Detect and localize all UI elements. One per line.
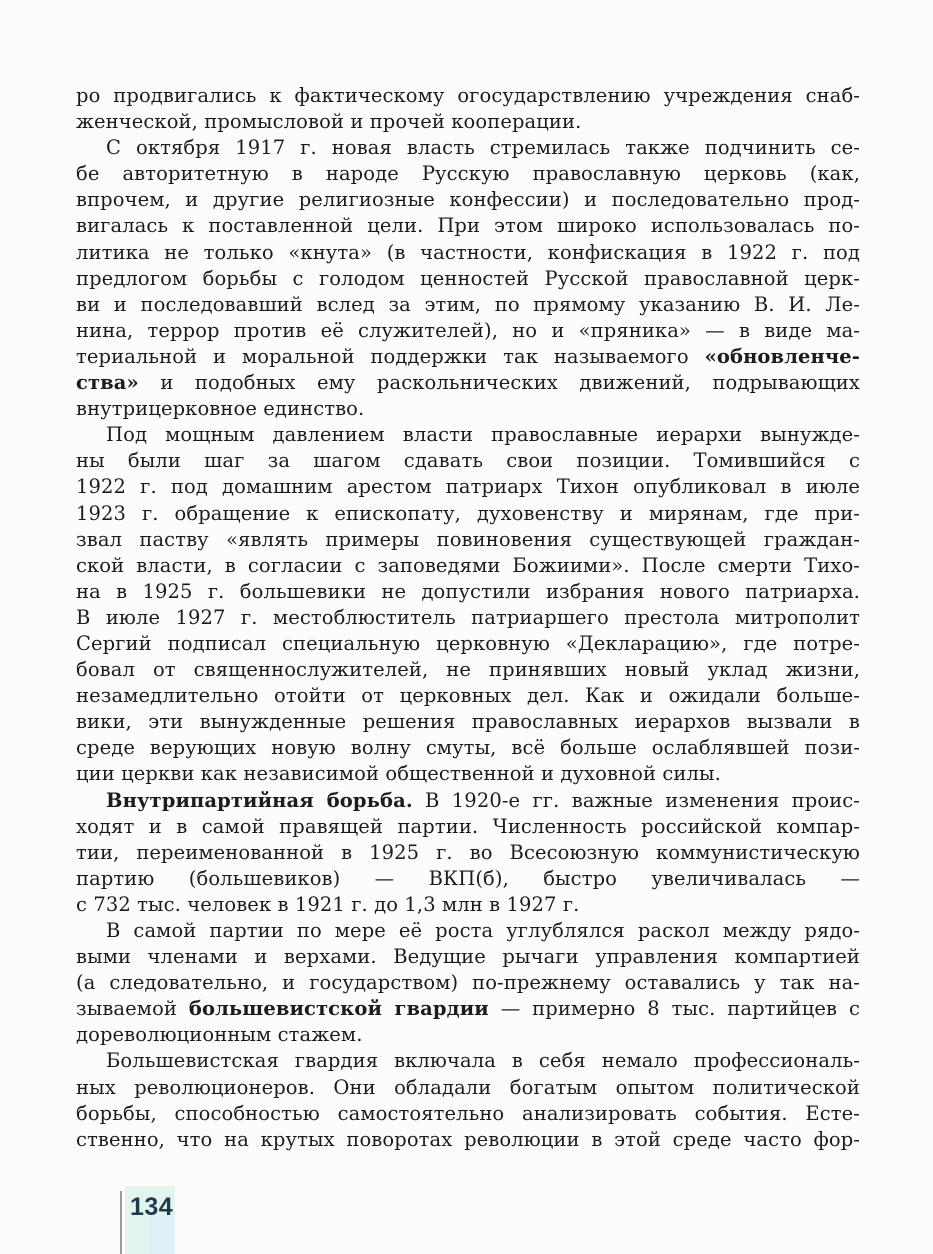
text-segment: на в 1925 г. большевики не допустили избрания нового патриарха. bbox=[76, 579, 860, 603]
text-line bbox=[76, 944, 860, 970]
text-line bbox=[76, 422, 860, 448]
text-segment: — примерно 8 тыс. партийцев с bbox=[488, 997, 860, 1021]
text-segment: звал паству «являть примеры повиновения существующей граждан- bbox=[76, 527, 860, 551]
text-segment: Под мощным давлением власти православные иерархи вынужде- bbox=[106, 423, 860, 447]
text-line bbox=[76, 788, 860, 814]
text-line bbox=[76, 735, 860, 761]
text-line bbox=[76, 1075, 860, 1101]
text-segment: ных революционеров. Они обладали богатым опытом политической bbox=[76, 1075, 860, 1099]
text-line bbox=[76, 709, 860, 735]
text-line bbox=[76, 657, 860, 683]
text-segment: ции церкви как независимой общественной и духовной силы. bbox=[76, 762, 721, 786]
text-segment: ской власти, в согласии с заповедями Божиими». После смерти Тихо- bbox=[76, 553, 860, 577]
text-line bbox=[76, 318, 860, 344]
text-line bbox=[76, 814, 860, 840]
text-segment: 1923 г. обращение к епископату, духовенству и мирянам, где при- bbox=[76, 501, 860, 525]
text-segment: ви и последовавший вслед за этим, по прямому указанию В. И. Ле- bbox=[76, 292, 860, 316]
text-segment: предлогом борьбы с голодом ценностей Русской православной церк- bbox=[76, 266, 860, 290]
text-line bbox=[76, 370, 860, 396]
text-line bbox=[76, 631, 860, 657]
text-segment: В июле 1927 г. местоблюститель патриаршего престола митрополит bbox=[76, 605, 860, 629]
page-number-box bbox=[125, 1186, 175, 1254]
text-segment: В 1920-е гг. важные изменения проис- bbox=[412, 788, 860, 812]
text-line bbox=[76, 448, 860, 474]
text-segment: вики, эти вынужденные решения православных иерархов вызвали в bbox=[76, 710, 860, 734]
text-line bbox=[76, 344, 860, 370]
text-line bbox=[76, 161, 860, 187]
text-line bbox=[76, 187, 860, 213]
text-segment: ственно, что на крутых поворотах революции в этой среде часто фор- bbox=[76, 1127, 860, 1151]
text-line bbox=[76, 1048, 860, 1074]
text-segment: бе авторитетную в народе Русскую православную церковь (как, bbox=[76, 162, 860, 186]
text-segment: (а следовательно, и государством) по-прежнему оставались у так на- bbox=[76, 971, 860, 995]
text-line bbox=[76, 683, 860, 709]
text-line bbox=[76, 761, 860, 787]
text-line bbox=[76, 1022, 860, 1048]
text-line bbox=[76, 840, 860, 866]
page-number-divider bbox=[120, 1191, 122, 1254]
text-line bbox=[76, 396, 860, 422]
text-line bbox=[76, 109, 860, 135]
text-segment: Сергий подписал специальную церковную «Декларацию», где потре- bbox=[76, 631, 860, 655]
text-segment: впрочем, и другие религиозные конфессии) и последовательно прод- bbox=[76, 188, 860, 212]
text-segment: с 732 тыс. человек в 1921 г. до 1,3 млн в 1927 г. bbox=[76, 892, 580, 916]
text-line bbox=[76, 474, 860, 500]
text-line bbox=[76, 970, 860, 996]
paragraph bbox=[76, 788, 860, 918]
text-line bbox=[76, 605, 860, 631]
text-segment: ро продвигались к фактическому огосударствлению учреждения снаб- bbox=[76, 84, 860, 107]
text-segment: дореволюционным стажем. bbox=[76, 1023, 363, 1047]
paragraph bbox=[76, 1048, 860, 1152]
paragraph bbox=[76, 422, 860, 787]
text-line bbox=[76, 527, 860, 553]
text-line bbox=[76, 866, 860, 892]
text-segment: ны были шаг за шагом сдавать свои позиции. Томившийся с bbox=[76, 449, 860, 473]
text-line bbox=[76, 1127, 860, 1153]
text-segment: ходят и в самой правящей партии. Численность российской компар- bbox=[76, 814, 860, 838]
paragraph bbox=[76, 918, 860, 1048]
bold-text-segment: Внутрипартийная борьба. bbox=[106, 788, 413, 812]
text-line bbox=[76, 213, 860, 239]
text-line bbox=[76, 892, 860, 918]
text-segment: борьбы, способностью самостоятельно анализировать события. Есте- bbox=[76, 1101, 860, 1125]
text-segment: внутрицерковное единство. bbox=[76, 397, 365, 421]
text-segment: бовал от священнослужителей, не принявших новый уклад жизни, bbox=[76, 658, 860, 682]
text-segment: и подобных ему раскольнических движений, подрывающих bbox=[138, 371, 860, 395]
text-segment: литика не только «кнута» (в частности, конфискация в 1922 г. под bbox=[76, 240, 860, 264]
bold-text-segment: ства» bbox=[76, 371, 139, 395]
text-segment: нина, террор против её служителей), но и «пряника» — в виде ма- bbox=[76, 318, 860, 342]
text-line bbox=[76, 135, 860, 161]
text-line bbox=[76, 553, 860, 579]
text-line bbox=[76, 1101, 860, 1127]
text-segment: С октября 1917 г. новая власть стремилась также подчинить се- bbox=[106, 136, 860, 160]
text-line bbox=[76, 292, 860, 318]
text-segment: выми членами и верхами. Ведущие рычаги управления компартией bbox=[76, 945, 860, 969]
text-line bbox=[76, 266, 860, 292]
text-segment: вигалась к поставленной цели. При этом широко использовалась по- bbox=[76, 214, 860, 238]
text-segment: В самой партии по мере её роста углублялся раскол между рядо- bbox=[106, 919, 860, 942]
text-segment: териальной и моральной поддержки так называемого bbox=[76, 344, 705, 368]
text-line bbox=[76, 579, 860, 605]
text-line bbox=[76, 996, 860, 1022]
text-line bbox=[76, 83, 860, 109]
text-segment: тии, переименованной в 1925 г. во Всесоюзную коммунистическую bbox=[76, 840, 860, 864]
page-number: 134 bbox=[130, 1193, 174, 1221]
text-segment: среде верующих новую волну смуты, всё больше ослаблявшей пози- bbox=[76, 736, 860, 760]
text-segment: партию (большевиков) — ВКП(б), быстро увеличивалась — bbox=[76, 866, 860, 890]
text-line bbox=[76, 501, 860, 527]
text-segment: Большевистская гвардия включала в себя немало профессиональ- bbox=[106, 1049, 860, 1073]
paragraph bbox=[76, 83, 860, 135]
bold-text-segment: большевистской гвардии bbox=[188, 997, 489, 1021]
paragraph bbox=[76, 135, 860, 422]
text-line bbox=[76, 918, 860, 944]
text-segment: незамедлительно отойти от церковных дел. Как и ожидали больше- bbox=[76, 684, 860, 708]
text-line bbox=[76, 240, 860, 266]
text-block bbox=[76, 83, 860, 1153]
bold-text-segment: «обновленче- bbox=[704, 344, 860, 368]
text-segment: 1922 г. под домашним арестом патриарх Тихон опубликовал в июле bbox=[76, 475, 860, 499]
text-segment: зываемой bbox=[76, 997, 189, 1021]
text-segment: женческой, промысловой и прочей кооперации. bbox=[76, 110, 582, 134]
